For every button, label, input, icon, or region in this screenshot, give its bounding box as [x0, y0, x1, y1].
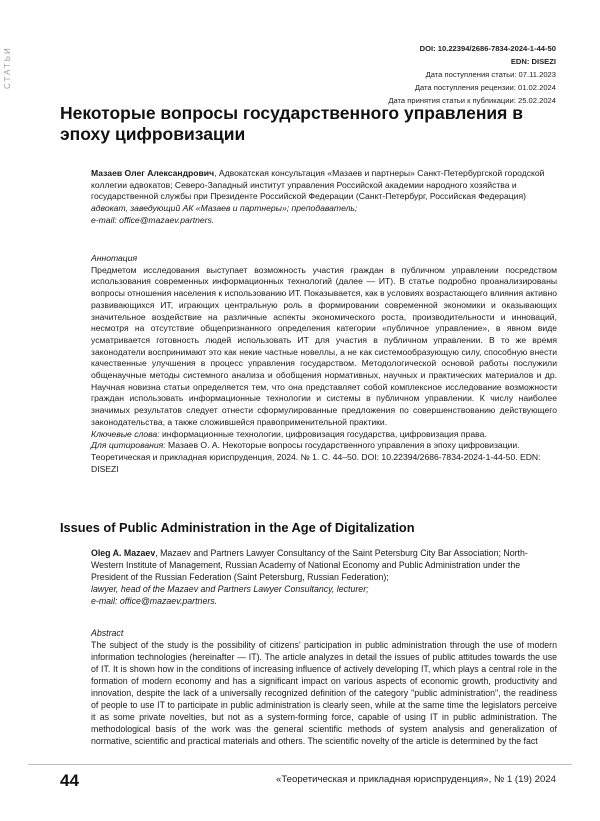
- section-label: СТАТЬИ: [3, 46, 12, 90]
- author-role-en: lawyer, head of the Mazaev and Partners Lawyer Consultancy, lecturer;: [91, 584, 369, 594]
- reviewed-date: Дата поступления рецензии: 01.02.2024: [414, 83, 556, 92]
- author-name-ru: Мазаев Олег Александрович: [91, 168, 215, 178]
- article-title-ru: Некоторые вопросы государственного управления в эпоху цифровизации: [60, 103, 523, 144]
- abstract-body-en: The subject of the study is the possibility of citizens' participation in public administration through the use of modern information technologies (hereinafter — IT). The article analyzes in detail the issues of public attitudes towards the use of IT. It is shown how in the conditions of increasing influence of actively developing IT, which plays a central role in the formation of modern economy and has a significant impact on various aspects of economic growth, productivity and innovation, despite the lack of a universally recognized definition of the category "public administration", the readiness of people to use IT to participate in public administration is clearly seen, while at the same time the legislators perceive it as some private novelties, but not as a system-forming force, capable of using IT in public administration. The methodological basis of the work was the general scientific methods of system analysis and generalization of normative, scientific and practical materials and others. The scientific novelty of the article is determined by the fact: [91, 640, 557, 746]
- journal-name: «Теоретическая и прикладная юриспруденция», № 1 (19) 2024: [276, 774, 556, 785]
- keywords-text-ru: информационные технологии, цифровизация государства, цифровизация права.: [159, 428, 487, 439]
- citation-text-ru: Мазаев О. А. Некоторые вопросы государственного управления в эпоху цифровизации. Теоретическая и прикладная юриспруденция, 2024. № 1. С. 44–50. DOI: 10.22394/2686-7834-2024-1-44-50. EDN: DISEZI: [91, 440, 541, 474]
- author-email-en[interactable]: e-mail: office@mazaev.partners.: [91, 596, 218, 606]
- author-block-en: [91, 547, 557, 607]
- author-block-ru: [91, 168, 557, 227]
- received-date: Дата поступления статьи: 07.11.2023: [425, 70, 556, 79]
- author-affiliation-ru: , Адвокатская консультация «Мазаев и партнеры» Санкт-Петербургской городской коллегии адвокатов; Северо-Западный институт управления Российской академии народного хозяйства и государственной службы при Президенте Российской Федерации (Санкт-Петербург, Российская Федерация): [91, 168, 545, 202]
- doi[interactable]: DOI: 10.22394/2686-7834-2024-1-44-50: [419, 44, 556, 53]
- citation-label-ru: Для цитирования:: [91, 440, 166, 451]
- article-meta: [388, 42, 556, 107]
- abstract-heading-en: Abstract: [91, 628, 124, 638]
- author-email-ru[interactable]: e-mail: office@mazaev.partners.: [91, 214, 215, 225]
- keywords-ru: [91, 429, 557, 441]
- edn: EDN: DISEZI: [510, 57, 556, 66]
- accepted-date: Дата принятия статьи к публикации: 25.02.2024: [388, 96, 556, 105]
- author-role-ru: адвокат, заведующий АК «Мазаев и партнеры»; преподаватель;: [91, 203, 358, 214]
- author-info-ru: [91, 168, 557, 203]
- page-number: 44: [60, 771, 79, 790]
- author-name-en: Oleg A. Mazaev: [91, 548, 156, 558]
- author-affiliation-en: , Mazaev and Partners Lawyer Consultancy of the Saint Petersburg City Bar Association; North-Western Institute of Management, Russian Academy of National Economy and Public Administration under the President of the Russian Federation (Saint Petersburg, Russian Federation);: [91, 548, 528, 582]
- footer-divider: [28, 764, 572, 765]
- author-info-en: [91, 547, 557, 583]
- abstract-heading-ru: Аннотация: [91, 253, 138, 263]
- abstract-block-ru: [91, 253, 557, 475]
- abstract-block-en: [91, 627, 557, 747]
- article-title-en: Issues of Public Administration in the Age of Digitalization: [60, 520, 415, 535]
- abstract-body-ru: Предметом исследования выступает возможность участия граждан в публичном управлении посредством использования современных информационных технологий (далее — ИТ). В статье подробно проанализированы вопросы отношения населения к использованию ИТ. Показывается, как в условиях возрастающего влияния активно развивающихся ИТ, играющих центральную роль в формировании современной экономики и оказывающих значительное воздействие на различные аспекты экономического роста, производительности и инноваций, несмотря на отсутствие общепризнанного определения категории «публичное управление», в явном виде усматривается готовность людей использовать ИТ для участия в публичном управлении. В то же время законодатели воспринимают это как некие частные новеллы, а не как системообразующую силу, способную внести качественные улучшения в процесс управления государством. Методологической основой работы послужили общенаучные методы системного анализа и обобщения нормативных, научных и практических материалов и др. Научная новизна статьи определяется тем, что она представляет собой комплексное исследование возможности граждан использовать информационные технологии и системы в публичном управлении. К числу наиболее значимых результатов следует отнести сформулированные предложения по совершенствованию действующего законодательства, а также сложившейся правоприменительной практики.: [91, 264, 557, 427]
- citation-ru: [91, 440, 557, 475]
- keywords-label-ru: Ключевые слова:: [91, 428, 160, 439]
